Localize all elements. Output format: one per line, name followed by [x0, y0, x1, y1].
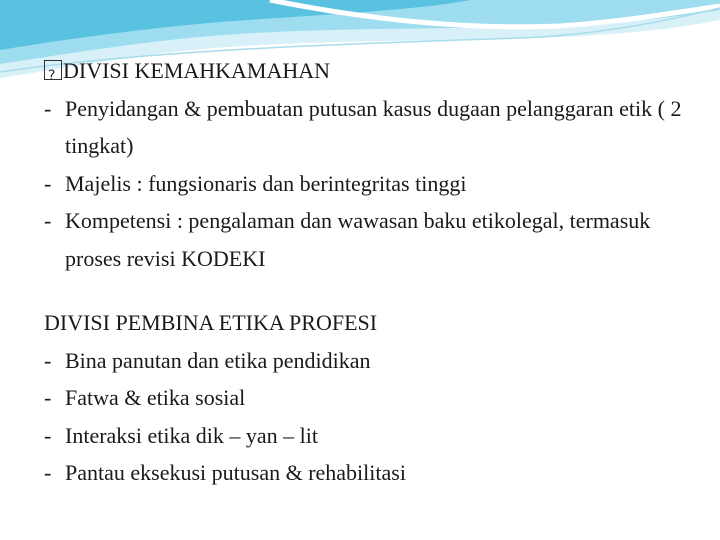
slide-content [44, 52, 684, 492]
section2-heading: DIVISI PEMBINA ETIKA PROFESI [44, 310, 378, 335]
list-item [44, 165, 684, 203]
dash-bullet: - [44, 460, 52, 485]
list-item-text: Pantau eksekusi putusan & rehabilitasi [65, 460, 406, 485]
list-item [44, 454, 684, 492]
dash-bullet: - [44, 208, 52, 233]
dash-bullet: - [44, 347, 52, 373]
section-spacer [44, 277, 684, 304]
list-item-text: Bina panutan dan etika pendidikan [65, 347, 371, 373]
section1-list [44, 90, 684, 278]
dash-bullet: - [44, 385, 52, 410]
list-item-text: Majelis : fungsionaris dan berintegritas tinggi [65, 170, 467, 196]
list-item [44, 90, 684, 165]
dash-bullet: - [44, 422, 52, 448]
list-item [44, 202, 684, 277]
list-item-text: Kompetensi : pengalaman dan wawasan baku etikolegal, termasuk proses revisi KODEKI [65, 208, 651, 271]
list-item [44, 379, 684, 417]
dash-bullet: - [44, 95, 52, 121]
dash-bullet: - [44, 170, 52, 196]
list-item-text: Fatwa & etika sosial [65, 385, 246, 410]
list-item [44, 342, 684, 380]
list-item [44, 417, 684, 455]
list-item-text: Penyidangan & pembuatan putusan kasus dugaan pelanggaran etik ( 2 tingkat) [65, 95, 682, 158]
missing-glyph-icon [44, 60, 62, 80]
section2-list [44, 342, 684, 492]
list-item-text: Interaksi etika dik – yan – lit [65, 422, 318, 448]
section1-heading: ?DIVISI KEMAHKAMAHAN [44, 52, 684, 90]
